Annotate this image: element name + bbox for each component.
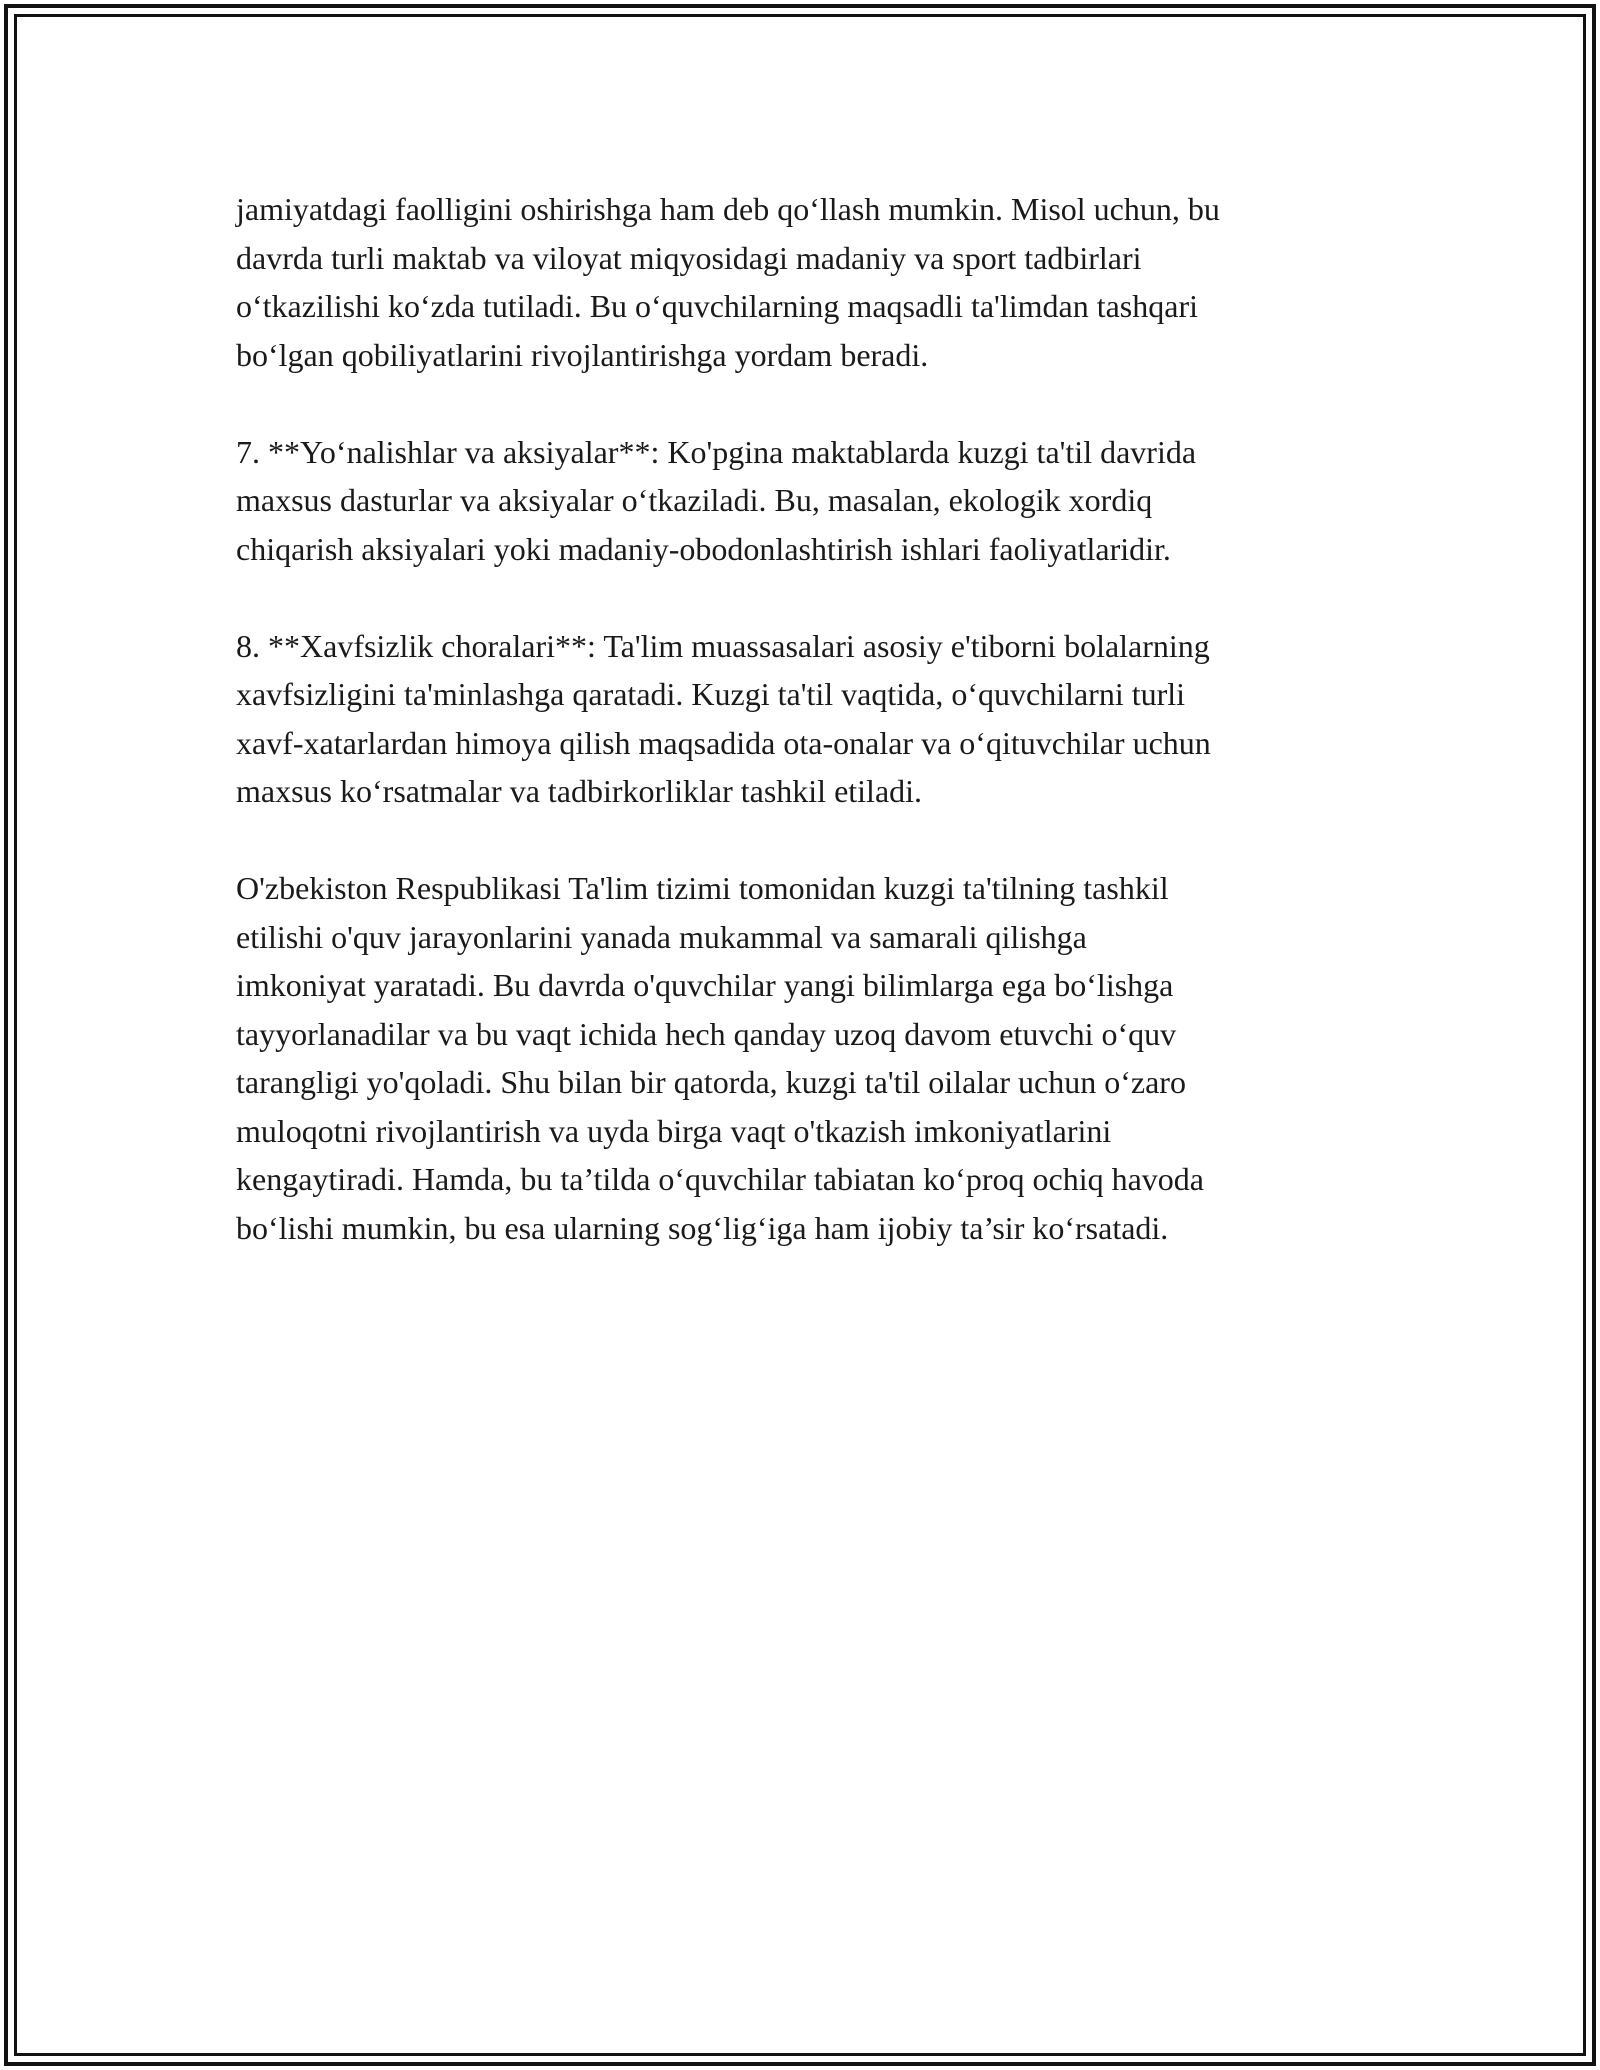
document-body xyxy=(236,185,1386,1301)
text-line: kengaytiradi. Hamda, bu ta’tilda o‘quvchilar tabiatan ko‘proq ochiq havoda xyxy=(236,1161,1204,1197)
text-line: O'zbekiston Respublikasi Ta'lim tizimi tomonidan kuzgi ta'tilning tashkil xyxy=(236,870,1169,906)
text-line: tarangligi yo'qoladi. Shu bilan bir qatorda, kuzgi ta'til oilalar uchun o‘zaro xyxy=(236,1064,1186,1100)
text-line: maxsus ko‘rsatmalar va tadbirkorliklar tashkil etiladi. xyxy=(236,773,923,809)
text-line: bo‘lgan qobiliyatlarini rivojlantirishga yordam beradi. xyxy=(236,336,929,373)
text-line: xavfsizligini ta'minlashga qaratadi. Kuzgi ta'til vaqtida, o‘quvchilarni turli xyxy=(236,676,1186,712)
text-line: xavf-xatarlardan himoya qilish maqsadida ota-onalar va o‘qituvchilar uchun xyxy=(236,724,1211,761)
text-line: muloqotni rivojlantirish va uyda birga vaqt o'tkazish imkoniyatlarini xyxy=(236,1112,1112,1149)
text-line: jamiyatdagi faolligini oshirishga ham deb qo‘llash mumkin. Misol uchun, bu xyxy=(236,191,1220,227)
text-line: chiqarish aksiyalari yoki madaniy-obodonlashtirish ishlari faoliyatlaridir. xyxy=(236,530,1171,567)
text-line: bo‘lishi mumkin, bu esa ularning sog‘lig‘iga ham ijobiy ta’sir ko‘rsatadi. xyxy=(236,1209,1169,1246)
text-line: maxsus dasturlar va aksiyalar o‘tkaziladi. Bu, masalan, ekologik xordiq xyxy=(236,482,1153,518)
paragraph-item-8 xyxy=(236,622,1386,816)
text-line: tayyorlanadilar va bu vaqt ichida hech qanday uzoq davom etuvchi o‘quv xyxy=(236,1015,1177,1052)
paragraph-conclusion xyxy=(236,864,1386,1252)
text-line: 8. **Xavfsizlik choralari**: Ta'lim muassasalari asosiy e'tiborni bolalarning xyxy=(236,627,1210,664)
text-line: imkoniyat yaratadi. Bu davrda o'quvchilar yangi bilimlarga ega bo‘lishga xyxy=(236,967,1174,1003)
text-line: 7. **Yo‘nalishlar va aksiyalar**: Ko'pgina maktablarda kuzgi ta'til davrida xyxy=(236,433,1197,470)
paragraph-item-7 xyxy=(236,428,1386,574)
text-line: etilishi o'quv jarayonlarini yanada mukammal va samarali qilishga xyxy=(236,918,1087,955)
text-line: o‘tkazilishi ko‘zda tutiladi. Bu o‘quvchilarning maqsadli ta'limdan tashqari xyxy=(236,288,1198,324)
paragraph-continuation xyxy=(236,185,1386,379)
text-line: davrda turli maktab va viloyat miqyosidagi madaniy va sport tadbirlari xyxy=(236,239,1142,276)
